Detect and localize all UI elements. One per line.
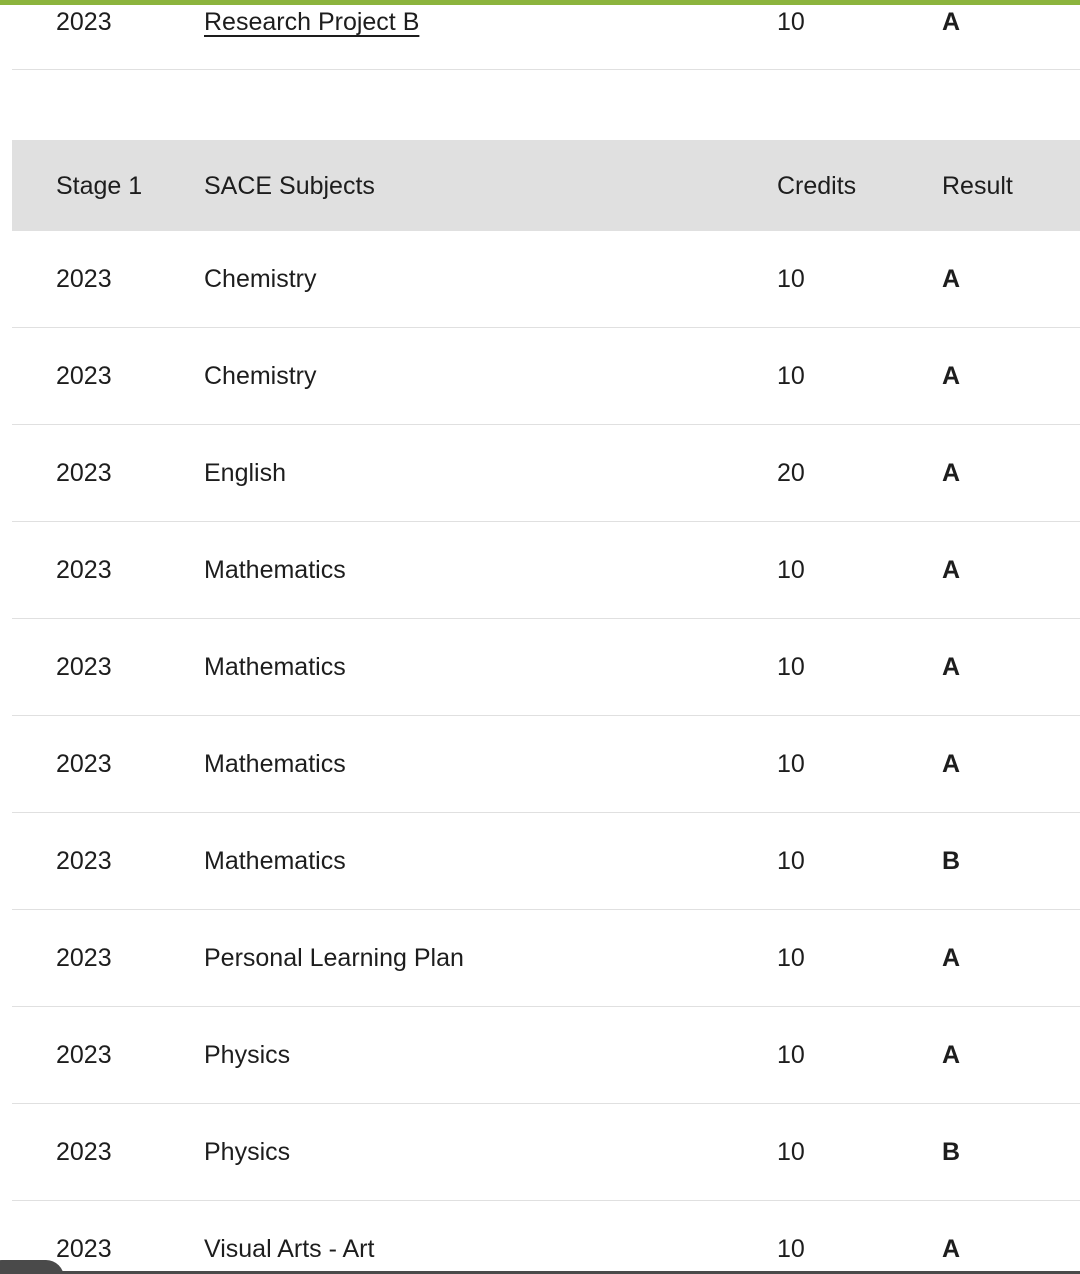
previous-stage-table bbox=[12, 0, 1080, 70]
year-cell: 2023 bbox=[56, 265, 112, 293]
year-cell: 2023 bbox=[56, 362, 112, 390]
table-row bbox=[12, 1201, 1080, 1274]
table-row bbox=[12, 425, 1080, 522]
subject-link[interactable]: Research Project B bbox=[204, 8, 420, 36]
table-gap bbox=[0, 70, 1080, 140]
result-cell: A bbox=[942, 1041, 961, 1069]
table-row bbox=[12, 522, 1080, 619]
credits-cell: 10 bbox=[777, 1041, 805, 1069]
credits-cell: 10 bbox=[777, 653, 805, 681]
subject-cell: Chemistry bbox=[204, 265, 317, 293]
subject-cell: Physics bbox=[204, 1138, 291, 1166]
subject-cell: English bbox=[204, 459, 286, 487]
header-stage: Stage 1 bbox=[56, 171, 143, 200]
result-cell: A bbox=[942, 8, 961, 36]
year-cell: 2023 bbox=[56, 1235, 112, 1263]
year-cell: 2023 bbox=[56, 750, 112, 778]
credits-cell: 10 bbox=[777, 265, 805, 293]
result-cell: A bbox=[942, 944, 961, 972]
credits-cell: 10 bbox=[777, 1138, 805, 1166]
credits-cell: 10 bbox=[777, 556, 805, 584]
table-row bbox=[12, 1007, 1080, 1104]
subject-cell: Personal Learning Plan bbox=[204, 944, 464, 972]
result-cell: A bbox=[942, 556, 961, 584]
year-cell: 2023 bbox=[56, 556, 112, 584]
table-row bbox=[12, 231, 1080, 328]
top-accent-bar bbox=[0, 0, 1080, 5]
subject-cell: Mathematics bbox=[204, 847, 346, 875]
header-subjects: SACE Subjects bbox=[204, 171, 375, 200]
credits-cell: 10 bbox=[777, 750, 805, 778]
year-cell: 2023 bbox=[56, 1138, 112, 1166]
subject-cell bbox=[204, 0, 765, 37]
result-cell: A bbox=[942, 362, 961, 390]
credits-cell: 10 bbox=[777, 1235, 805, 1263]
year-cell: 2023 bbox=[56, 653, 112, 681]
header-result: Result bbox=[942, 171, 1013, 200]
subject-cell: Mathematics bbox=[204, 556, 346, 584]
subject-cell: Mathematics bbox=[204, 750, 346, 778]
table-header-row bbox=[12, 140, 1080, 231]
year-cell: 2023 bbox=[56, 944, 112, 972]
credits-cell: 10 bbox=[777, 8, 805, 36]
subject-cell: Mathematics bbox=[204, 653, 346, 681]
table-row bbox=[12, 1104, 1080, 1201]
table-row bbox=[12, 716, 1080, 813]
subject-cell: Physics bbox=[204, 1041, 291, 1069]
result-cell: A bbox=[942, 653, 961, 681]
table-row bbox=[12, 910, 1080, 1007]
table-row bbox=[12, 328, 1080, 425]
year-cell: 2023 bbox=[56, 459, 112, 487]
year-cell: 2023 bbox=[56, 8, 112, 36]
header-credits: Credits bbox=[777, 171, 857, 200]
result-cell: A bbox=[942, 750, 961, 778]
stage1-table bbox=[12, 140, 1080, 1274]
table-row bbox=[12, 0, 1080, 70]
table-row bbox=[12, 813, 1080, 910]
result-cell: B bbox=[942, 1138, 961, 1166]
subject-cell: Chemistry bbox=[204, 362, 317, 390]
table-row bbox=[12, 619, 1080, 716]
year-cell: 2023 bbox=[56, 1041, 112, 1069]
year-cell: 2023 bbox=[56, 847, 112, 875]
result-cell: B bbox=[942, 847, 961, 875]
result-cell: A bbox=[942, 265, 961, 293]
result-cell: A bbox=[942, 1235, 961, 1263]
result-cell: A bbox=[942, 459, 961, 487]
credits-cell: 20 bbox=[777, 459, 805, 487]
credits-cell: 10 bbox=[777, 944, 805, 972]
subject-cell: Visual Arts - Art bbox=[204, 1235, 375, 1263]
credits-cell: 10 bbox=[777, 847, 805, 875]
credits-cell: 10 bbox=[777, 362, 805, 390]
